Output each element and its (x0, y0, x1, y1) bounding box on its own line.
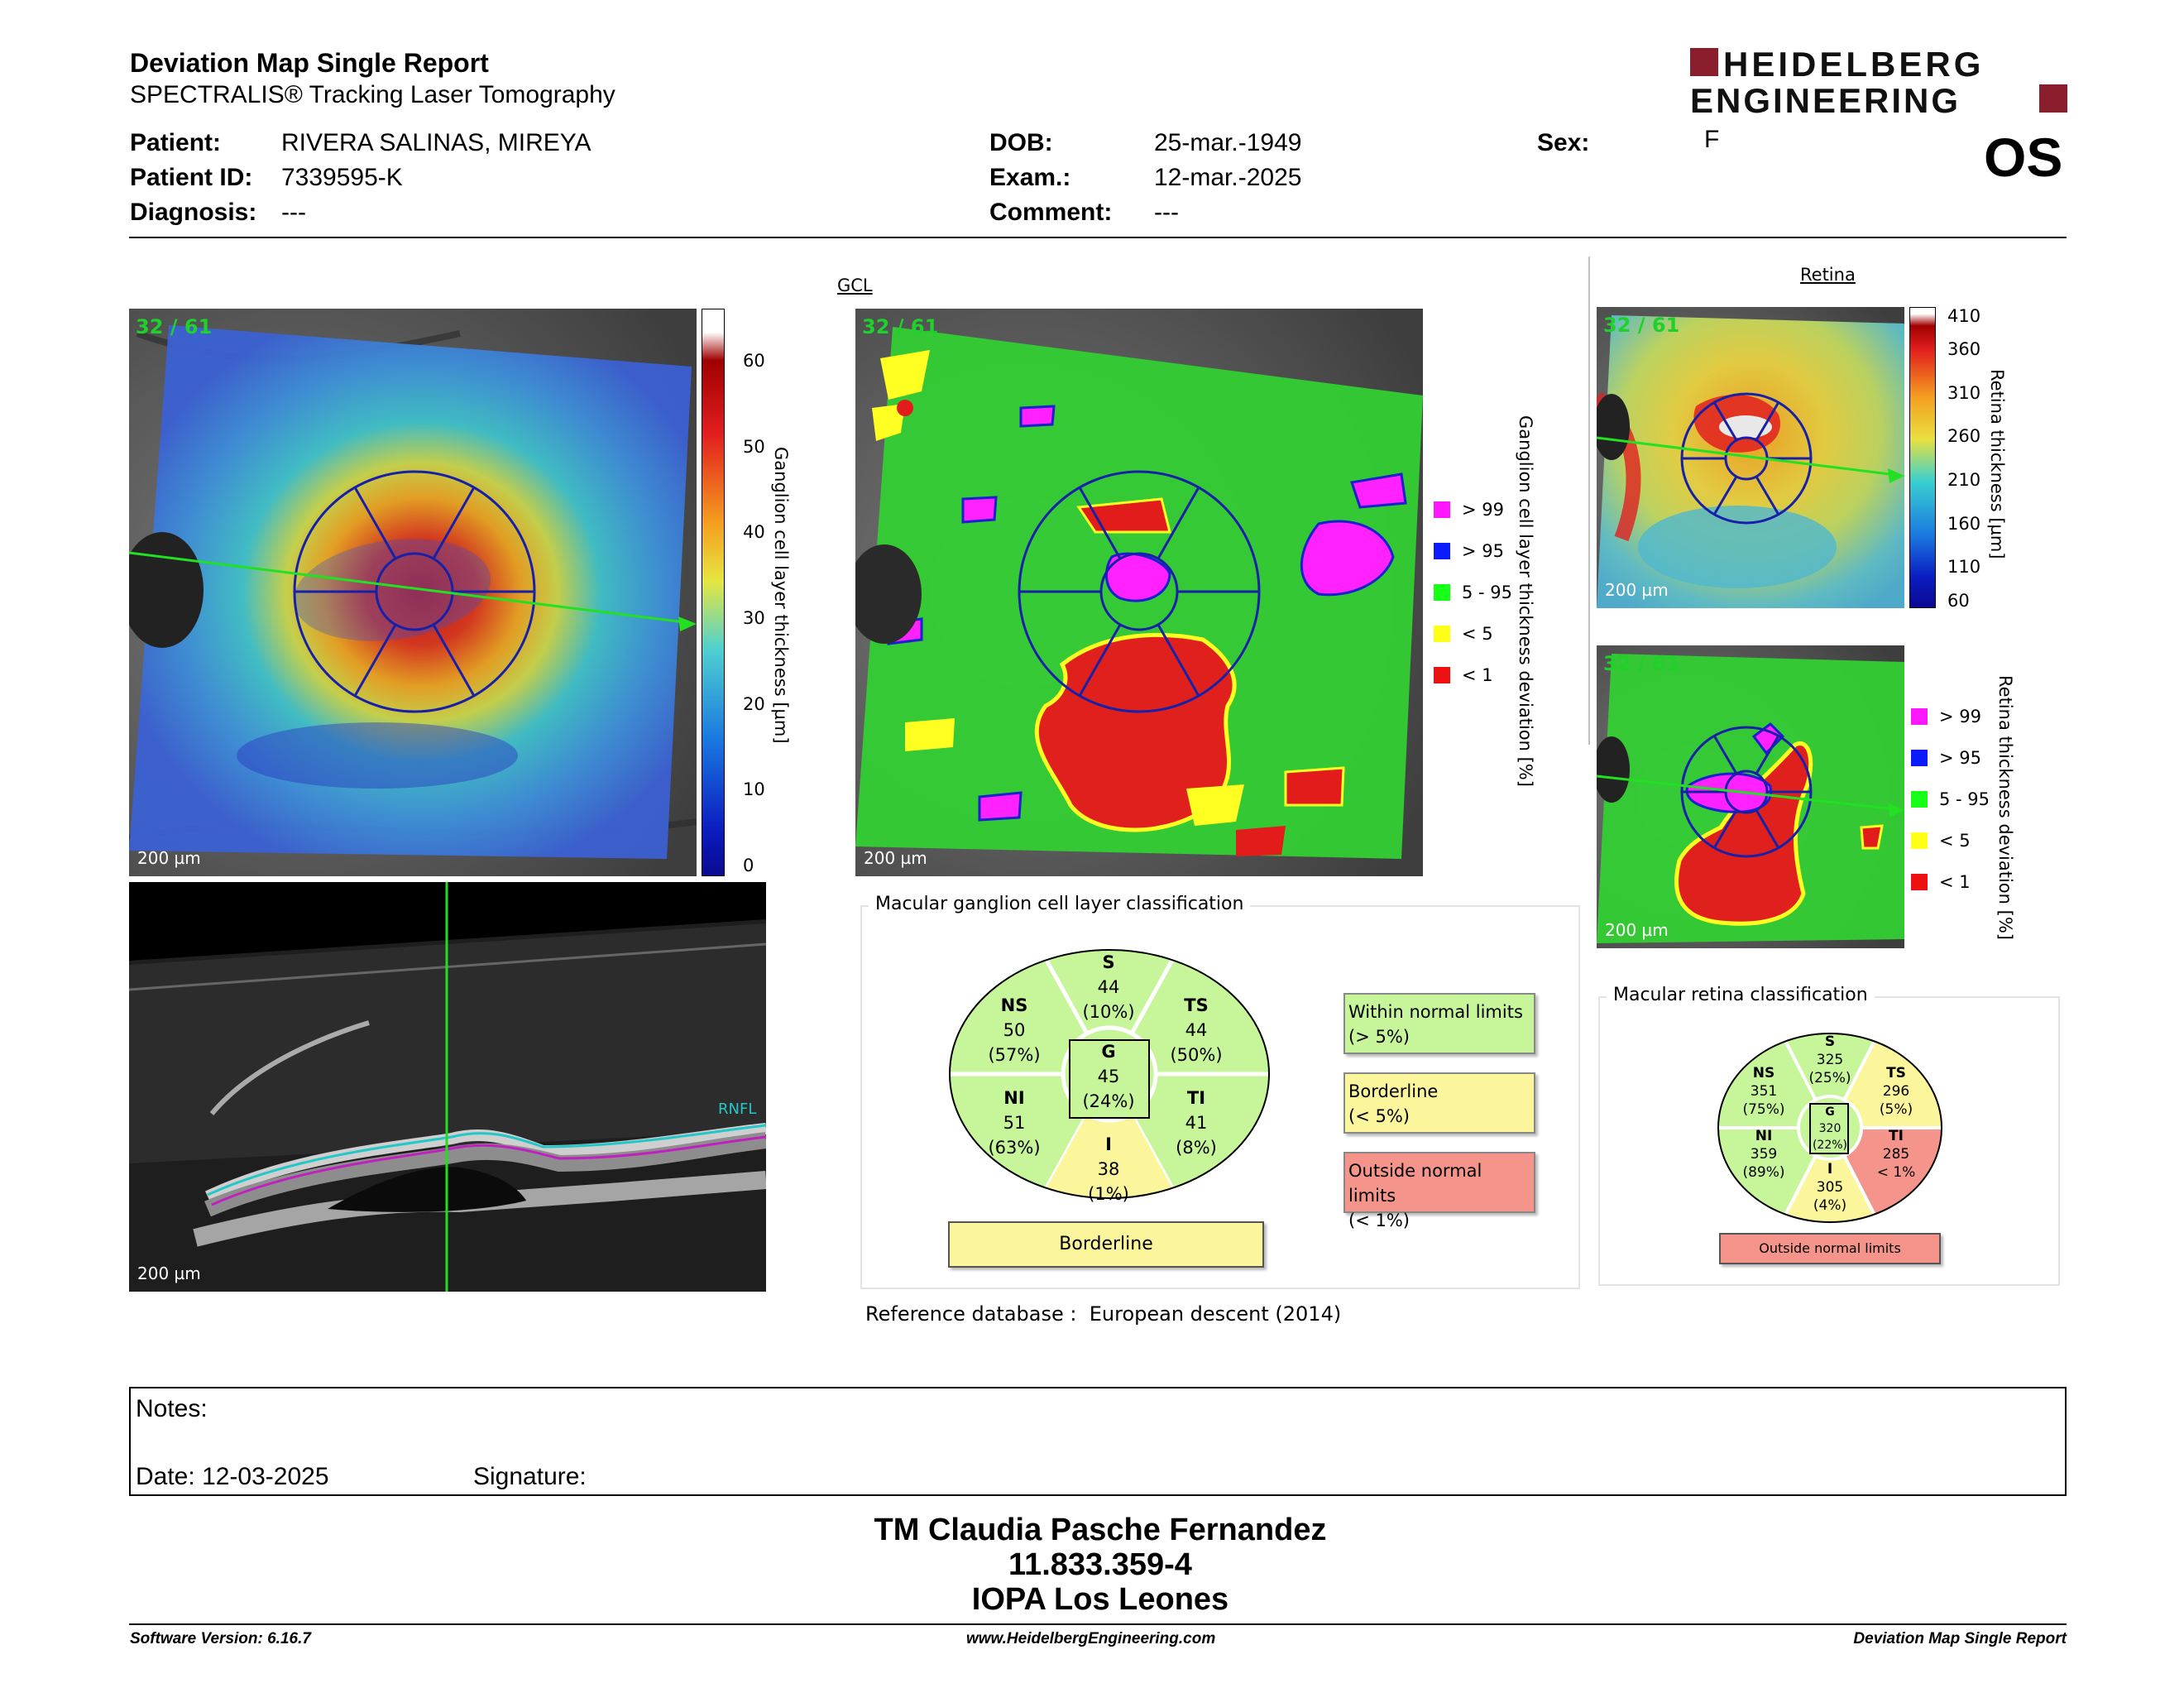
gcl-deviation-tracker: 32 / 61 (862, 315, 939, 338)
sex-label: Sex: (1537, 129, 1590, 156)
gcl-map-scale: 200 µm (137, 848, 201, 868)
software-version: Software Version: 6.16.7 (130, 1630, 311, 1647)
retina-tick-210: 210 (1947, 470, 1981, 490)
gcl-classification-title: Macular ganglion cell layer classification (869, 894, 1250, 914)
key-outside-normal: Outside normal limits (< 1%) (1343, 1152, 1535, 1213)
notes-date: Date: 12-03-2025 (136, 1463, 329, 1490)
gcl-legend-swatch (1434, 584, 1450, 601)
eye-label: OS (1984, 127, 2063, 188)
gcl-bscan (129, 882, 766, 1292)
retina-deviation-tracker: 32 / 61 (1603, 652, 1680, 675)
gcl-legend-swatch (1434, 626, 1450, 642)
gcl-tick-40: 40 (743, 522, 765, 542)
retina-sector-ts: TS 296 (5%) (1879, 1065, 1913, 1118)
retina-classification-result: Outside normal limits (1719, 1233, 1941, 1264)
notes-box[interactable] (129, 1387, 2067, 1496)
patient-name: RIVERA SALINAS, MIREYA (281, 129, 592, 156)
signature-label: Signature: (473, 1463, 587, 1490)
report-subtitle: SPECTRALIS® Tracking Laser Tomography (130, 81, 615, 108)
retina-legend-swatch (1911, 708, 1928, 725)
gcl-sector-i: I 38 (1%) (1088, 1134, 1129, 1204)
gcl-deviation-map (855, 309, 1423, 876)
retina-tick-110: 110 (1947, 557, 1981, 577)
retina-tick-310: 310 (1947, 383, 1981, 403)
gcl-sector-ni: NI 51 (63%) (988, 1088, 1041, 1158)
retina-legend-gt99: > 99 (1911, 707, 1981, 727)
footer-report-name: Deviation Map Single Report (1853, 1630, 2067, 1647)
retina-legend-5-95: 5 - 95 (1911, 789, 1990, 809)
gcl-legend-lt1: < 1 (1434, 665, 1493, 685)
gcl-thickness-axis-label: Ganglion cell layer thickness [µm] (771, 447, 791, 744)
retina-tick-160: 160 (1947, 514, 1981, 534)
retina-map-scale: 200 µm (1605, 580, 1669, 600)
gcl-legend-gt99: > 99 (1434, 500, 1504, 520)
exam-label: Exam.: (989, 164, 1071, 191)
retina-sector-ni: NI 359 (89%) (1742, 1128, 1785, 1181)
rnfl-layer-label: RNFL (718, 1101, 757, 1118)
column-divider (1588, 257, 1590, 745)
retina-deviation-scale: 200 µm (1605, 920, 1669, 940)
gcl-sector-g: G 45 (24%) (1082, 1042, 1135, 1111)
retina-legend-swatch (1911, 750, 1928, 766)
gcl-tick-50: 50 (743, 437, 765, 457)
patient-id-label: Patient ID: (130, 164, 253, 191)
gcl-section-label: GCL (837, 276, 873, 295)
retina-tick-410: 410 (1947, 306, 1981, 326)
retina-thickness-colorbar (1909, 307, 1936, 608)
signer-id: 11.833.359-4 (1008, 1547, 1192, 1582)
gcl-deviation-axis-label: Ganglion cell layer thickness deviation [%] (1516, 415, 1535, 787)
gcl-thickness-map (129, 309, 697, 876)
retina-sector-ti: TI 285 < 1% (1876, 1128, 1916, 1181)
retina-legend-lt1: < 1 (1911, 872, 1971, 892)
retina-sector-g: G 320 (22%) (1812, 1105, 1848, 1152)
gcl-classification-result: Borderline (948, 1221, 1264, 1268)
gcl-sector-s: S 44 (10%) (1082, 952, 1135, 1022)
gcl-sector-ts: TS 44 (50%) (1170, 995, 1223, 1065)
notes-label: Notes: (136, 1395, 208, 1422)
gcl-sector-ns: NS 50 (57%) (988, 995, 1041, 1065)
retina-thickness-map (1597, 307, 1904, 608)
footer-divider (129, 1623, 2067, 1625)
gcl-legend-swatch (1434, 543, 1450, 559)
retina-legend-swatch (1911, 832, 1928, 849)
patient-id: 7339595-K (281, 164, 403, 191)
retina-deviation-map (1597, 645, 1904, 948)
retina-sector-i: I 305 (4%) (1813, 1161, 1847, 1214)
gcl-legend-swatch (1434, 667, 1450, 683)
key-within-normal: Within normal limits (> 5%) (1343, 993, 1535, 1054)
retina-tick-60: 60 (1947, 591, 1970, 611)
gcl-tick-0: 0 (743, 856, 754, 875)
retina-sector-ns: NS 351 (75%) (1742, 1065, 1785, 1118)
dob-label: DOB: (989, 129, 1053, 156)
signature-block (0, 1513, 2184, 1617)
gcl-tick-60: 60 (743, 351, 765, 371)
retina-sector-s: S 325 (25%) (1808, 1033, 1851, 1086)
report-title: Deviation Map Single Report (130, 48, 489, 78)
retina-tick-260: 260 (1947, 426, 1981, 446)
exam-value: 12-mar.-2025 (1154, 164, 1302, 191)
comment-label: Comment: (989, 199, 1113, 226)
retina-legend-swatch (1911, 791, 1928, 808)
patient-label: Patient: (130, 129, 222, 156)
retina-legend-swatch (1911, 874, 1928, 890)
gcl-tick-10: 10 (743, 779, 765, 799)
gcl-legend-swatch (1434, 501, 1450, 518)
diagnosis-value: --- (281, 199, 306, 226)
dob-value: 25-mar.-1949 (1154, 129, 1302, 156)
gcl-map-tracker: 32 / 61 (136, 315, 213, 338)
gcl-tick-20: 20 (743, 694, 765, 714)
gcl-legend-gt95: > 95 (1434, 541, 1504, 561)
diagnosis-label: Diagnosis: (130, 199, 257, 226)
comment-value: --- (1154, 199, 1179, 226)
retina-legend-gt95: > 95 (1911, 748, 1981, 768)
website-link[interactable]: www.HeidelbergEngineering.com (966, 1630, 1216, 1647)
key-borderline: Borderline (< 5%) (1343, 1072, 1535, 1134)
signer-name: TM Claudia Pasche Fernandez (874, 1513, 1327, 1547)
gcl-deviation-scale: 200 µm (864, 848, 927, 868)
gcl-sector-ti: TI 41 (8%) (1176, 1088, 1217, 1158)
header-divider (129, 237, 2067, 238)
gcl-tick-30: 30 (743, 608, 765, 628)
bscan-scale: 200 µm (137, 1264, 201, 1283)
retina-classification-title: Macular retina classification (1607, 985, 1875, 1005)
gcl-thickness-colorbar (702, 309, 725, 876)
sex-value: F (1704, 126, 1720, 153)
signer-institution: IOPA Los Leones (971, 1582, 1229, 1617)
retina-section-label: Retina (1800, 265, 1856, 285)
retina-thickness-axis-label: Retina thickness [µm] (1987, 369, 2007, 559)
reference-database: Reference database : European descent (2014) (865, 1302, 1342, 1326)
logo-text-bottom: ENGINEERING (1690, 81, 1961, 117)
retina-deviation-axis-label: Retina thickness deviation [%] (1995, 675, 2015, 940)
logo-text-top: HEIDELBERG (1723, 46, 1985, 84)
retina-legend-lt5: < 5 (1911, 831, 1971, 851)
retina-tick-360: 360 (1947, 339, 1981, 359)
gcl-legend-lt5: < 5 (1434, 624, 1493, 644)
gcl-legend-5-95: 5 - 95 (1434, 583, 1512, 602)
retina-map-tracker: 32 / 61 (1603, 314, 1680, 337)
heidelberg-logo (1690, 46, 2071, 117)
